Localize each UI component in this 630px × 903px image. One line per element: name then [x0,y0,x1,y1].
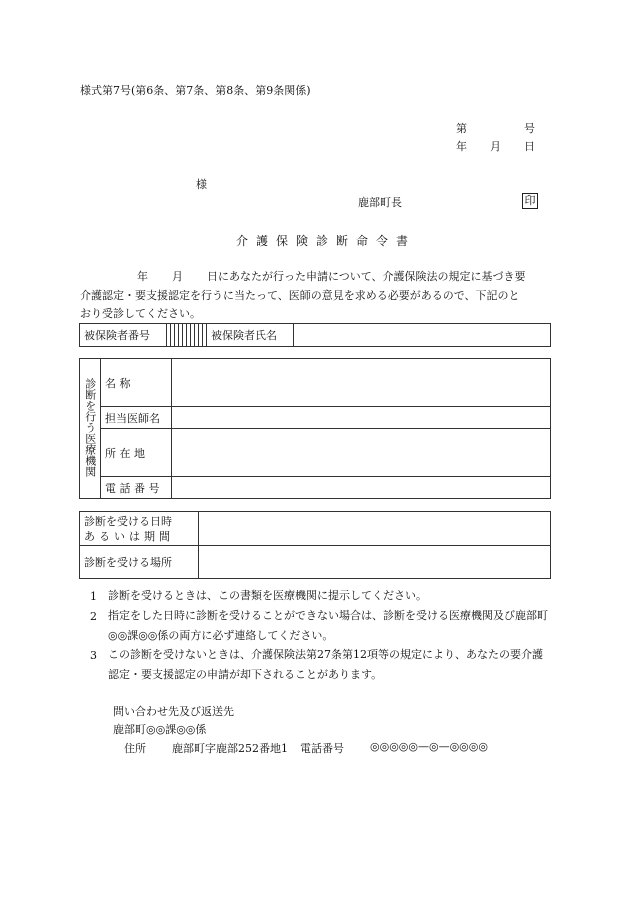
note-2-text: 指定をした日時に診断を受けることができない場合は、診断を受ける医療機関及び鹿部町◎◎課◎◎係の両方に必ず連絡してください。 [108,609,548,642]
contact-phone: ◎◎◎◎◎—◎—◎◎◎◎ [370,740,488,753]
note-3-text: この診断を受けないときは、介護保険法第27条第12項等の規定により、あなたの要介護認定・要支援認定の申請が却下されることがあります。 [108,648,543,681]
insured-table [79,323,551,347]
insured-name-field[interactable] [294,324,551,347]
note-1-number: 1 [90,590,97,603]
body-month: 月 [172,270,183,283]
schedule-place-label: 診断を受ける場所 [80,546,199,579]
date-day: 日 [524,140,535,153]
note-2-number: 2 [90,610,97,623]
schedule-datetime-label [80,512,199,546]
insured-name-label: 被保険者氏名 [207,324,294,347]
addressee-suffix: 様 [196,178,207,191]
facility-table [79,358,551,499]
contact-phone-label: 電話番号 [300,742,344,755]
schedule-table [79,511,551,579]
seal-mark: 印 [522,193,538,209]
insured-number-label: 被保険者番号 [80,324,167,347]
date-month: 月 [490,140,501,153]
contact-heading: 問い合わせ先及び返送先 [113,705,234,718]
contact-department: 鹿部町◎◎課◎◎係 [113,723,207,736]
note-3-number: 3 [90,649,97,662]
facility-name-label: 名 称 [101,359,172,407]
facility-address-field[interactable] [172,429,551,477]
facility-address-label: 所 在 地 [101,429,172,477]
contact-address-label: 住所 [124,742,146,755]
body-line2: 介護認定・要支援認定を行うに当たって、医師の意見を求める必要があるので、下記のと [80,289,520,302]
doc-number-dai: 第 [456,122,467,135]
document-title: 介護保険診断命令書 [236,234,417,248]
schedule-datetime-label-line2: あるいは期間 [84,529,174,543]
body-line3: おり受診してください。 [80,307,201,320]
facility-phone-field[interactable] [172,477,551,499]
form-number: 様式第7号(第6条、第7条、第8条、第9条関係) [80,84,311,97]
contact-address: 鹿部町字鹿部252番地1 [172,742,288,755]
body-line1: 日にあなたが行った申請について、介護保険法の規定に基づき要 [207,270,526,283]
facility-side-label: 診断を行う医療機関 [80,359,101,499]
schedule-place-field[interactable] [199,546,551,579]
facility-name-field[interactable] [172,359,551,407]
facility-phone-label: 電 話 番 号 [101,477,172,499]
note-1-text: 診断を受けるときは、この書類を医療機関に提示してください。 [108,589,427,602]
date-year: 年 [456,140,467,153]
body-year: 年 [137,270,148,283]
issuer: 鹿部町長 [358,196,402,209]
doctor-name-label: 担当医師名 [101,407,172,429]
schedule-datetime-field[interactable] [199,512,551,546]
doctor-name-field[interactable] [172,407,551,429]
schedule-datetime-label-line1: 診断を受ける日時 [84,514,172,528]
doc-number-go: 号 [524,122,535,135]
